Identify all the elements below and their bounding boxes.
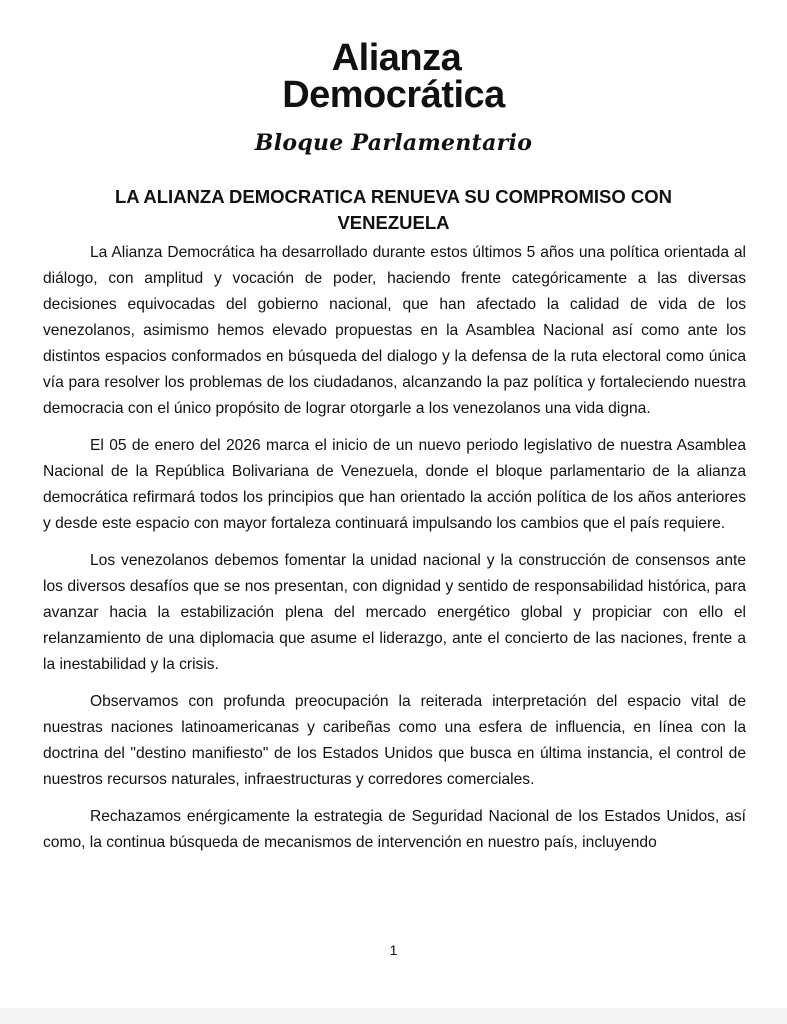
paragraph-3: Los venezolanos debemos fomentar la unidad nacional y la construcción de consensos ante los diversos desafíos que se nos presentan, con dignidad y sentido de responsabilidad histórica, para avanzar hacia la estabilización plena del mercado energético global y propiciar con ello el relanzamiento de una diplomacia que asume el liderazgo, ante el concierto de las naciones, frente a la inestabilidad y la crisis. — [43, 552, 746, 673]
page-bottom-edge — [0, 1008, 787, 1024]
paragraph-2: El 05 de enero del 2026 marca el inicio de un nuevo periodo legislativo de nuestra Asamblea Nacional de la República Bolivariana de Venezuela, donde el bloque parlamentario de la alianza democrática refirmará todos los principios que han orientado la acción política de los años anteriores y desde este espacio con mayor fortaleza continuará impulsando los cambios que el país requiere. — [43, 437, 746, 532]
document-title: LA ALIANZA DEMOCRATICA RENUEVA SU COMPROMISO CON VENEZUELA — [114, 186, 673, 233]
paragraph-4: Observamos con profunda preocupación la reiterada interpretación del espacio vital de nuestras naciones latinoamericanas y caribeñas como una esfera de influencia, en línea con la doctrina del "destino manifiesto" de los Estados Unidos que busca en última instancia, el control de nuestros recursos naturales, infraestructuras y corredores comerciales. — [43, 693, 746, 788]
document-body — [43, 240, 746, 867]
paragraph-5: Rechazamos enérgicamente la estrategia de Seguridad Nacional de los Estados Unidos, así como, la continua búsqueda de mecanismos de intervención en nuestro país, incluyendo — [43, 808, 746, 851]
paragraph-1: La Alianza Democrática ha desarrollado durante estos últimos 5 años una política orientada al diálogo, con amplitud y vocación de poder, haciendo frente categóricamente a las diversas decisiones equivocadas del gobierno nacional, que han afectado la calidad de vida de los venezolanos, asimismo hemos elevado propuestas en la Asamblea Nacional así como ante los distintos espacios conformados en búsqueda del dialogo y la defensa de la ruta electoral como única vía para resolver los problemas de los ciudadanos, alcanzando la paz política y fortaleciendo nuestra democracia con el único propósito de lograr otorgarle a los venezolanos una vida digna. — [43, 244, 746, 417]
letterhead — [0, 37, 787, 156]
bloque-parlamentario-tagline: Bloque Parlamentario — [254, 130, 533, 156]
page-number: 1 — [389, 942, 398, 958]
logo-line-alianza: Alianza — [331, 37, 462, 79]
logo-line-democratica: Democrática — [282, 74, 505, 116]
